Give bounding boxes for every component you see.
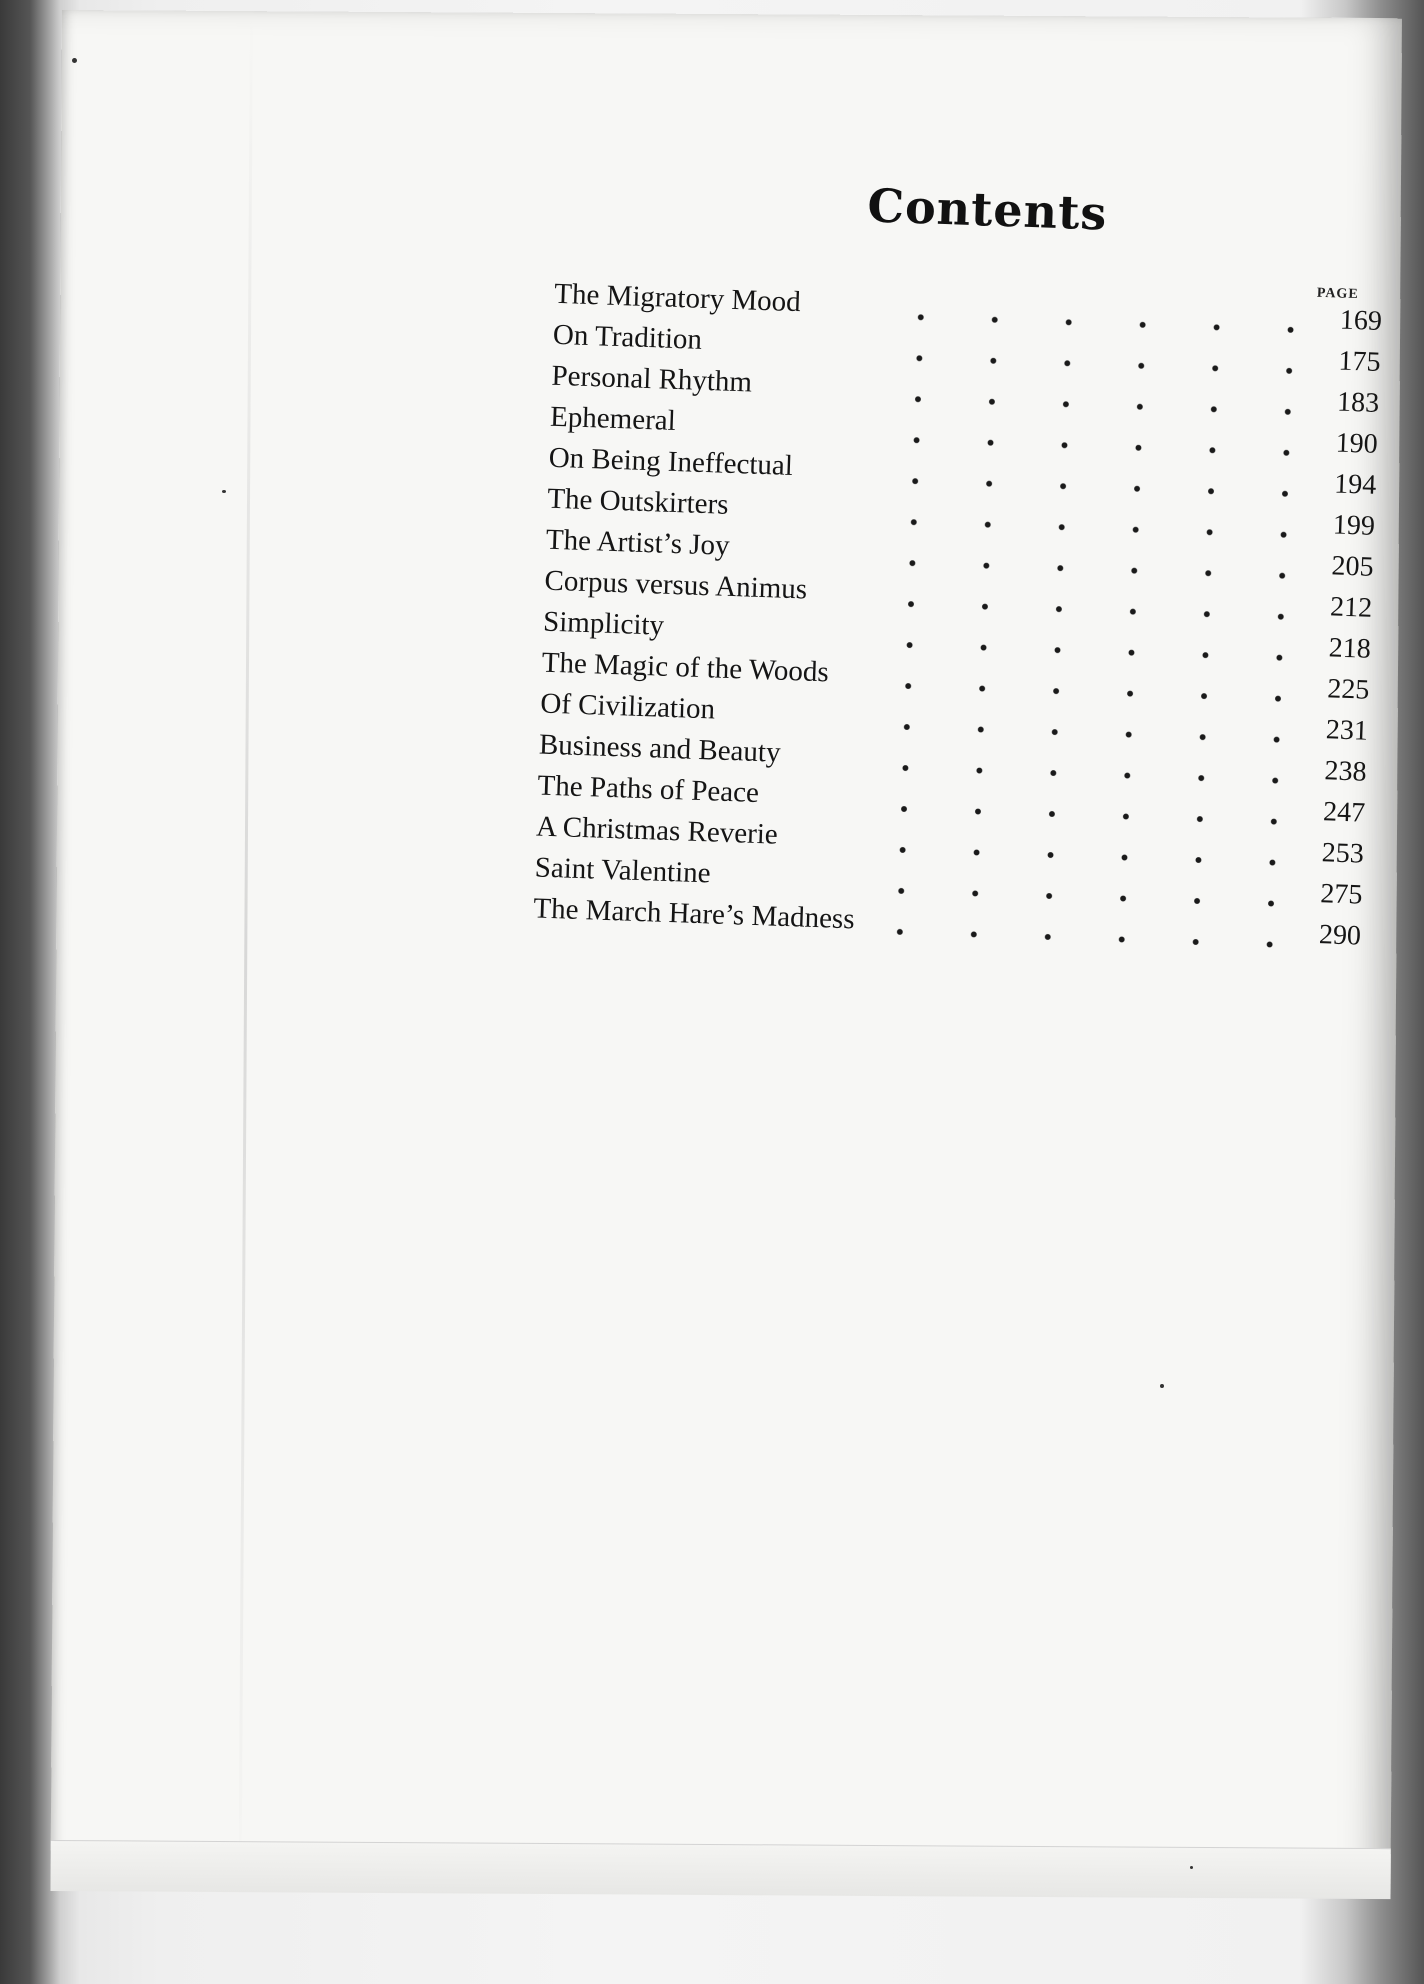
dot-leader — [866, 846, 1316, 867]
entry-page-number: 190 — [1335, 427, 1379, 460]
dot-leader — [884, 313, 1334, 334]
entry-page-number: 225 — [1326, 673, 1370, 706]
dot-leader — [881, 395, 1331, 416]
entry-page-number: 218 — [1328, 632, 1372, 665]
entry-title: On Being Ineffectual — [548, 441, 794, 483]
page-column-label: PAGE — [1316, 285, 1359, 303]
contents-list — [533, 278, 1395, 962]
entry-page-number: 290 — [1318, 919, 1362, 952]
entry-page-number: 238 — [1324, 755, 1368, 788]
entry-title: The Artist’s Joy — [545, 523, 731, 562]
page-bottom-edge — [51, 1840, 1391, 1899]
dot-leader — [870, 723, 1320, 744]
entry-title: The Outskirters — [546, 482, 730, 521]
entry-title: The Migratory Mood — [553, 277, 802, 319]
entry-page-number: 247 — [1322, 796, 1366, 829]
entry-page-number: 231 — [1325, 714, 1369, 747]
scan-speck — [1160, 1384, 1164, 1388]
entry-title: On Tradition — [552, 318, 703, 356]
entry-page-number: 194 — [1333, 468, 1377, 501]
entry-page-number: 175 — [1337, 345, 1382, 378]
entry-title: A Christmas Reverie — [535, 810, 779, 851]
entry-title: Business and Beauty — [538, 728, 782, 769]
entry-title: The March Hare’s Madness — [532, 892, 856, 936]
dot-leader — [878, 477, 1328, 498]
table-of-contents — [529, 153, 1389, 952]
book-page — [51, 10, 1402, 1898]
page-title: Contents — [866, 178, 1109, 241]
entry-title: Saint Valentine — [534, 851, 712, 890]
dot-leader — [880, 436, 1330, 457]
entry-page-number: 275 — [1319, 878, 1363, 911]
entry-title: Personal Rhythm — [551, 359, 753, 399]
dot-leader — [863, 928, 1313, 949]
scan-speck — [1190, 1866, 1193, 1869]
dot-leader — [864, 887, 1314, 908]
scan-speck — [222, 490, 226, 493]
entry-title: The Paths of Peace — [537, 769, 760, 810]
page-fold-line — [239, 11, 253, 1891]
entry-page-number: 183 — [1336, 386, 1380, 419]
dot-leader — [875, 559, 1325, 580]
dot-leader — [868, 764, 1318, 785]
scan-speck — [72, 58, 77, 63]
dot-leader — [873, 641, 1323, 662]
entry-title: The Magic of the Woods — [541, 646, 830, 689]
dot-leader — [882, 354, 1332, 375]
entry-page-number: 199 — [1332, 509, 1376, 542]
dot-leader — [877, 518, 1327, 539]
dot-leader — [874, 600, 1324, 621]
dot-leader — [871, 682, 1321, 703]
entry-title: Of Civilization — [539, 687, 716, 726]
entry-title: Simplicity — [542, 605, 665, 642]
entry-title: Corpus versus Animus — [544, 564, 808, 606]
entry-page-number: 212 — [1329, 591, 1373, 624]
entry-page-number: 253 — [1321, 837, 1365, 870]
entry-title: Ephemeral — [549, 400, 677, 437]
dot-leader — [867, 805, 1317, 826]
entry-page-number: 169 — [1339, 304, 1383, 337]
entry-page-number: 205 — [1331, 550, 1375, 583]
